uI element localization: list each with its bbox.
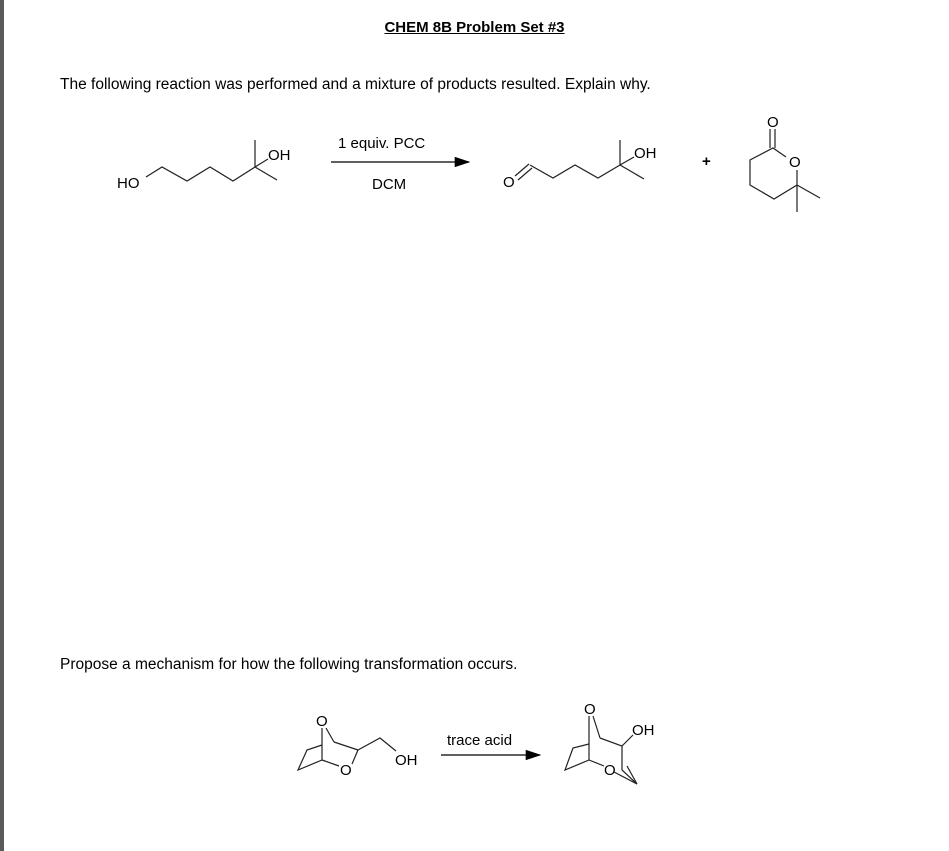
reagent-trace-acid: trace acid [447, 732, 513, 749]
plus-sign: + [702, 153, 711, 170]
o-label: O [767, 114, 779, 131]
o-label: O [503, 174, 515, 191]
ring-o-label: O [604, 762, 616, 779]
bicyclic-product [565, 701, 655, 784]
oh-label: OH [395, 752, 418, 769]
oh-label: OH [268, 147, 291, 164]
oh-label: OH [632, 722, 655, 739]
reagent-dcm: DCM [372, 176, 407, 193]
starting-diol-structure [117, 140, 291, 192]
bicyclic-starting-material [298, 713, 418, 779]
ring-o-label: O [789, 154, 801, 171]
lactone-product-structure [750, 114, 820, 212]
oh-label: OH [634, 145, 657, 162]
question-1-text: The following reaction was performed and a mixture of products resulted. Explain why. [60, 76, 651, 93]
question-2-text: Propose a mechanism for how the following transformation occurs. [60, 656, 518, 673]
reaction-arrow-2 [441, 732, 540, 755]
bridge-o-label: O [316, 713, 328, 730]
ring-o-label: O [340, 762, 352, 779]
reagent-pcc: 1 equiv. PCC [338, 135, 426, 152]
ho-label: HO [117, 175, 140, 192]
page-title: CHEM 8B Problem Set #3 [384, 19, 565, 36]
reaction-arrow-1 [331, 135, 469, 193]
bridge-o-label: O [584, 701, 596, 718]
aldehyde-product-structure [503, 140, 657, 191]
